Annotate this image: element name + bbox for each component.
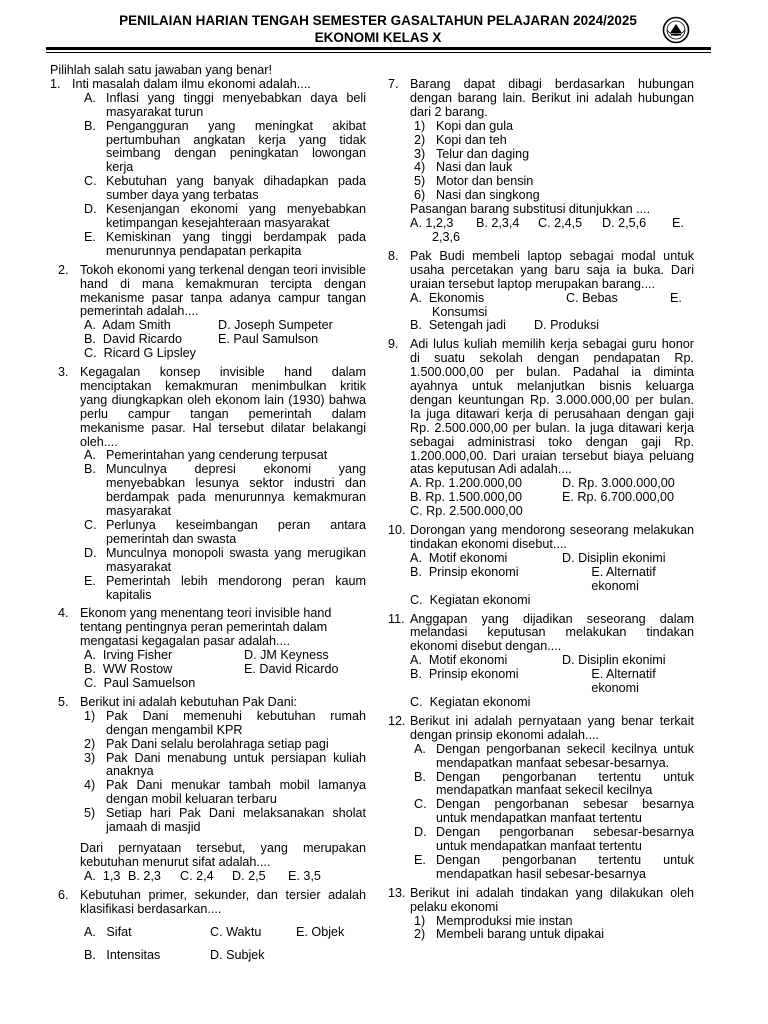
option-text: Inflasi yang tinggi menyebabkan daya beli masyarakat turun [106, 90, 366, 119]
question-number: 1. [50, 76, 61, 91]
option-a[interactable] [84, 649, 244, 663]
option-letter: E. [562, 490, 574, 505]
option-text: Ekonomis [428, 290, 485, 305]
option-text: 2,5 [248, 868, 266, 883]
question-10 [388, 524, 694, 607]
question-6 [50, 889, 366, 964]
school-logo-icon [662, 16, 690, 44]
option-text: Subjek [226, 948, 265, 963]
option-b[interactable] [84, 949, 210, 963]
option-b[interactable] [410, 668, 591, 696]
page-header [48, 12, 708, 46]
option-letter: E. [591, 667, 604, 682]
option-letter: E. [672, 216, 684, 231]
question-number: 13. [388, 885, 406, 900]
question-8 [388, 250, 694, 333]
option-text: Paul Samulson [233, 332, 319, 347]
option-d[interactable] [414, 826, 694, 854]
option-c[interactable] [414, 798, 694, 826]
option-letter: C. [410, 694, 423, 709]
option-text: Intensitas [106, 948, 161, 963]
option-d[interactable] [562, 654, 666, 668]
option-letter: E. [84, 229, 96, 244]
option-text: JM Keyness [260, 648, 329, 663]
option-text: Motif ekonomi [428, 550, 508, 565]
question-followup: Pasangan barang substitusi ditunjukkan .... [410, 202, 651, 217]
option-e[interactable] [591, 566, 694, 594]
option-text: Prinsip ekonomi [428, 564, 519, 579]
option-d[interactable] [218, 319, 333, 333]
option-text: Dengan pengorbanan sekecil kecilnya untuk mendapatkan manfaat sebesar-besarnya. [436, 741, 694, 770]
option-c[interactable] [84, 175, 366, 203]
question-13 [388, 887, 694, 943]
list-item: 2) Pak Dani selalu berolahraga setiap pagi [84, 736, 329, 751]
option-e[interactable] [218, 333, 318, 347]
option-d[interactable] [232, 870, 288, 884]
option-text: 2,4 [196, 868, 214, 883]
option-e[interactable] [562, 491, 674, 505]
option-letter: A. [410, 290, 422, 305]
question-12 [388, 715, 694, 882]
option-b[interactable] [84, 120, 366, 176]
question-number: 7. [388, 77, 399, 91]
question-text: Anggapan yang dijadikan seseorang dalam melandasi keputusan melakukan tindakan ekonomi disebut dengan.... [410, 611, 694, 654]
option-letter: C. [84, 518, 97, 532]
option-letter: E. [218, 332, 230, 347]
option-text: Kemiskinan yang tinggi berdampak pada menurunnya pendapatan perkapita [106, 229, 366, 258]
option-text: Munculnya depresi ekonomi yang menyebabkan lesunya sektor industri dan berdampak pada menurunnya kemakmuran masyarakat [106, 462, 366, 519]
option-letter: E. [244, 662, 256, 677]
question-9 [388, 338, 694, 519]
question-number: 9. [388, 337, 399, 352]
question-number: 4. [58, 606, 69, 621]
option-text: Rp. 3.000.000,00 [578, 476, 675, 491]
list-item: 2) Membeli barang untuk dipakai [414, 927, 605, 942]
option-text: 2,5,6 [618, 216, 647, 231]
question-number: 2. [58, 262, 69, 277]
option-letter: B. [410, 318, 422, 333]
option-text: Perlunya keseimbangan peran antara pemerintah dan swasta [106, 518, 366, 546]
option-text: Pemerintah lebih mendorong peran kaum kapitalis [106, 573, 366, 602]
option-text: Kegiatan ekonomi [429, 694, 531, 709]
option-letter: C. [410, 592, 423, 607]
question-text: Berikut ini adalah kebutuhan Pak Dani: [80, 694, 298, 709]
right-column [388, 78, 694, 947]
option-letter: A. [410, 476, 422, 491]
option-letter: C. [410, 504, 423, 519]
option-text: Pengangguran yang meningkat akibat pertumbuhan angkatan kerja yang tidak seimbang dengan peningkatan lowongan kerja [106, 118, 366, 175]
question-text: Dorongan yang mendorong seseorang melakukan tindakan ekonomi disebut.... [410, 523, 694, 551]
instruction-text: Pilihlah salah satu jawaban yang benar! [50, 63, 272, 77]
option-text: 1,2,3 [425, 216, 454, 231]
option-text: Motif ekonomi [428, 653, 508, 668]
option-letter: B. [84, 332, 96, 347]
option-letter: B. [84, 948, 96, 963]
option-text: Rp. 1.500.000,00 [425, 490, 523, 505]
option-c[interactable] [84, 347, 196, 361]
question-11 [388, 613, 694, 710]
option-letter: D. [84, 202, 97, 217]
option-c[interactable] [210, 926, 296, 940]
option-letter: A. [84, 448, 96, 463]
question-text: Kebutuhan primer, sekunder, dan tersier adalah klasifikasi berdasarkan.... [80, 887, 366, 916]
list-item: 4) Nasi dan lauk [414, 160, 513, 175]
list-item: 1) Memproduksi mie instan [414, 913, 573, 928]
option-b[interactable] [476, 217, 538, 231]
question-3 [50, 366, 366, 602]
option-a[interactable] [84, 319, 218, 333]
option-text: Objek [311, 925, 345, 940]
option-a[interactable] [410, 292, 566, 306]
option-d[interactable] [210, 949, 265, 963]
question-text: Ekonom yang menentang teori invisible hand tentang pentingnya peran pemerintah dalam mengatasi kegagalan pasar adalah.... [80, 606, 332, 649]
option-c[interactable] [180, 870, 232, 884]
option-e[interactable] [672, 217, 684, 231]
option-text: 2,3 [143, 868, 161, 883]
option-text: Ricard G Lipsley [103, 346, 196, 361]
option-text: 3,5 [303, 868, 321, 883]
option-text: Paul Samuelson [103, 675, 196, 690]
option-text: 2,4,5 [554, 216, 583, 231]
option-text: 1,3 [102, 868, 121, 883]
option-text: Rp. 2.500.000,00 [426, 504, 523, 519]
question-5 [50, 696, 366, 884]
option-b[interactable] [128, 870, 180, 884]
option-c[interactable] [84, 677, 195, 691]
option-d[interactable] [244, 649, 329, 663]
option-text: Dengan pengorbanan sebesar besarnya untuk mendapatkan manfaat tertentu [436, 797, 694, 826]
option-a[interactable] [84, 92, 366, 120]
option-text: Kebutuhan yang banyak dihadapkan pada sumber daya yang terbatas [106, 174, 366, 203]
exam-title: PENILAIAN HARIAN TENGAH SEMESTER GASALTAHUN PELAJARAN 2024/2025 [119, 13, 637, 28]
question-text: Berikut ini adalah pernyataan yang benar terkait dengan prinsip ekonomi adalah.... [410, 713, 694, 742]
option-letter: B. [410, 490, 422, 505]
option-letter: D. [84, 545, 97, 560]
option-c[interactable] [566, 292, 670, 306]
option-e[interactable] [288, 870, 321, 884]
list-item: 2) Kopi dan teh [414, 132, 507, 147]
option-letter: E. [296, 925, 308, 940]
option-letter: D. [562, 653, 575, 668]
option-letter: B. [414, 769, 426, 784]
option-letter: A. [84, 90, 96, 105]
question-followup: Dari pernyataan tersebut, yang merupakan kebutuhan menurut sifat adalah.... [80, 840, 366, 869]
option-text: Bebas [582, 290, 618, 305]
option-b[interactable] [410, 491, 562, 505]
option-letter: A. [84, 318, 96, 333]
option-text: 2,3,4 [491, 216, 520, 231]
option-c[interactable] [410, 696, 530, 710]
option-text: Pemerintahan yang cenderung terpusat [106, 448, 328, 463]
option-letter: D. [562, 550, 575, 565]
option-a[interactable] [84, 926, 210, 940]
question-text: Adi lulus kuliah memilih kerja sebagai guru honor di suatu sekolah dengan pendapatan Rp. 1.500.000,00 per bulan. Padahal ia diminta ayahnya untuk melanjutkan bisnis keluarga dengan keuntungan Rp. 3.000.000,00 per bulan. Ia juga ditawari kerja di perusahaan dengan gaji Rp. 2.500.000,00 per bulan. Ia juga ditawari kerja sebagai administrasi toko dengan gaji Rp. 1.200.000,00. Dari uraian tersebut biaya peluang atas keputusan Adi adalah.... [410, 337, 694, 477]
option-text: WW Rostow [102, 662, 173, 677]
option-letter: E. [414, 852, 426, 867]
question-2 [50, 264, 366, 361]
header-rule-thin [46, 52, 711, 53]
option-e[interactable] [84, 231, 366, 259]
option-e[interactable] [670, 292, 682, 306]
option-e-text: 2,3,6 [432, 229, 461, 244]
option-text: Prinsip ekonomi [428, 667, 519, 682]
option-text: David Ricardo [259, 662, 339, 677]
option-text: Dengan pengorbanan tertentu untuk mendapatkan manfaat sekecil kecilnya [436, 769, 694, 798]
left-column [50, 64, 366, 968]
option-e[interactable] [296, 926, 344, 940]
question-text: Inti masalah dalam ilmu ekonomi adalah.... [72, 76, 311, 91]
question-number: 5. [58, 694, 69, 709]
option-letter: E. [288, 868, 300, 883]
question-number: 6. [58, 887, 69, 902]
option-letter: B. [84, 118, 96, 133]
option-e-text: Konsumsi [432, 304, 488, 319]
question-7 [388, 78, 694, 245]
question-text: Berikut ini adalah tindakan yang dilakukan oleh pelaku ekonomi [410, 885, 694, 914]
option-letter: B. [128, 868, 140, 883]
option-a[interactable] [410, 217, 476, 231]
question-4 [50, 607, 366, 690]
option-letter: C. [538, 216, 551, 231]
list-item: 1) Pak Dani memenuhi kebutuhan rumah dengan mengambil KPR [84, 708, 366, 737]
option-letter: B. [84, 462, 96, 477]
option-b[interactable] [410, 566, 591, 594]
option-a[interactable] [84, 870, 128, 884]
option-text: Dengan pengorbanan tertentu untuk mendapatkan hasil sebesar-besarnya [436, 852, 694, 881]
option-b[interactable] [84, 663, 244, 677]
option-d[interactable] [562, 552, 666, 566]
option-a[interactable] [410, 477, 562, 491]
option-letter: A. [410, 550, 422, 565]
option-text: David Ricardo [102, 332, 182, 347]
option-letter: C. [180, 868, 193, 883]
option-letter: C. [414, 797, 427, 812]
option-letter: B. [84, 662, 96, 677]
option-text: Sifat [106, 925, 132, 940]
option-letter: A. [410, 216, 422, 231]
option-d[interactable] [534, 319, 599, 333]
option-c[interactable] [84, 519, 366, 547]
option-letter: B. [410, 667, 422, 682]
option-a[interactable] [410, 552, 562, 566]
option-text: Alternatif ekonomi [591, 564, 656, 593]
option-e[interactable] [84, 575, 366, 603]
option-b[interactable] [84, 463, 366, 519]
option-letter: C. [84, 346, 97, 361]
option-letter: D. [244, 648, 257, 663]
option-text: Adam Smith [102, 318, 171, 333]
option-letter: D. [602, 216, 615, 231]
option-letter: D. [414, 825, 427, 840]
option-letter: D. [218, 318, 231, 333]
option-b[interactable] [410, 319, 534, 333]
list-item: 5) Motor dan bensin [414, 174, 534, 189]
question-text: Barang dapat dibagi berdasarkan hubungan dengan barang lain. Berikut ini adalah hubungan dari 2 barang. [410, 77, 694, 119]
option-letter: A. [84, 925, 96, 940]
option-text: Kesenjangan ekonomi yang menyebabkan ketimpangan kesejahteraan masyarakat [106, 202, 366, 230]
option-e[interactable] [244, 663, 339, 677]
option-letter: C. [566, 290, 579, 305]
list-item: 3) Pak Dani menabung untuk persiapan kuliah anaknya [84, 750, 366, 779]
option-text: Munculnya monopoli swasta yang merugikan masyarakat [106, 545, 366, 574]
option-c[interactable] [410, 505, 523, 519]
option-letter: E. [84, 573, 96, 588]
option-text: Waktu [226, 925, 262, 940]
question-number: 11. [388, 611, 405, 626]
question-number: 10. [388, 523, 406, 538]
option-letter: B. [476, 216, 488, 231]
option-b[interactable] [84, 333, 218, 347]
option-d[interactable] [84, 203, 366, 231]
option-a[interactable] [84, 449, 366, 463]
option-c[interactable] [538, 217, 602, 231]
option-letter: B. [410, 564, 422, 579]
option-letter: E. [591, 564, 604, 579]
option-letter: D. [562, 476, 575, 491]
question-number: 8. [388, 248, 399, 263]
list-item: 3) Telur dan daging [414, 146, 530, 161]
question-number: 3. [58, 365, 69, 380]
question-1 [50, 78, 366, 259]
option-letter: A. [84, 648, 96, 663]
option-text: Kegiatan ekonomi [429, 592, 531, 607]
option-c[interactable] [410, 594, 530, 608]
question-text: Kegagalan konsep invisible hand dalam menciptakan kemakmuran menimbulkan kritik yang diungkapkan oleh ekonom lain (1930) bahwa perlu campur tangan pemerintah dalam mekanisme pasar. Hal tersebut dilatar belakangi oleh.... [80, 365, 366, 449]
option-letter: A. [414, 741, 426, 756]
list-item: 6) Nasi dan singkong [414, 188, 540, 203]
option-a[interactable] [410, 654, 562, 668]
option-letter: D. [534, 318, 547, 333]
option-e[interactable] [591, 668, 694, 696]
option-letter: C. [210, 925, 223, 940]
header-rule [46, 47, 711, 50]
question-number: 12. [388, 713, 406, 728]
question-text: Tokoh ekonomi yang terkenal dengan teori invisible hand di mana kemakmuran tercipta dengan mekanisme pasar tanpa adanya campur tangan pemerintah adalah.... [80, 262, 366, 319]
option-text: Alternatif ekonomi [591, 667, 656, 696]
option-d[interactable] [602, 217, 672, 231]
option-text: Dengan pengorbanan sebesar-besarnya untuk mendapatkan manfaat tertentu [436, 825, 694, 854]
option-text: Produksi [550, 318, 600, 333]
question-text: Pak Budi membeli laptop sebagai modal untuk usaha percetakan yang baru saja ia buka. Dari uraian tersebut laptop merupakan barang.... [410, 248, 694, 291]
option-e[interactable] [414, 854, 694, 882]
option-text: Setengah jadi [428, 318, 506, 333]
list-item: 4) Pak Dani menukar tambah mobil lamanya dengan mobil keluaran terbaru [84, 778, 366, 807]
option-b[interactable] [414, 771, 694, 799]
option-text: Disiplin ekonimi [578, 550, 666, 565]
option-letter: A. [84, 868, 96, 883]
option-letter: C. [84, 174, 97, 189]
option-text: Disiplin ekonimi [578, 653, 666, 668]
option-letter: C. [84, 675, 97, 690]
option-text: Rp. 6.700.000,00 [577, 490, 675, 505]
list-item: 1) Kopi dan gula [414, 118, 514, 133]
option-d[interactable] [562, 477, 675, 491]
option-letter: A. [410, 653, 422, 668]
option-text: Joseph Sumpeter [234, 318, 333, 333]
option-d[interactable] [84, 547, 366, 575]
option-letter: D. [210, 948, 223, 963]
option-letter: D. [232, 868, 245, 883]
option-letter: E. [670, 290, 682, 305]
list-item: 5) Setiap hari Pak Dani melaksanakan sholat jamaah di masjid [84, 806, 366, 835]
option-text: Irving Fisher [102, 648, 173, 663]
option-text: Rp. 1.200.000,00 [425, 476, 523, 491]
option-a[interactable] [414, 743, 694, 771]
exam-subtitle: EKONOMI KELAS X [314, 30, 442, 45]
